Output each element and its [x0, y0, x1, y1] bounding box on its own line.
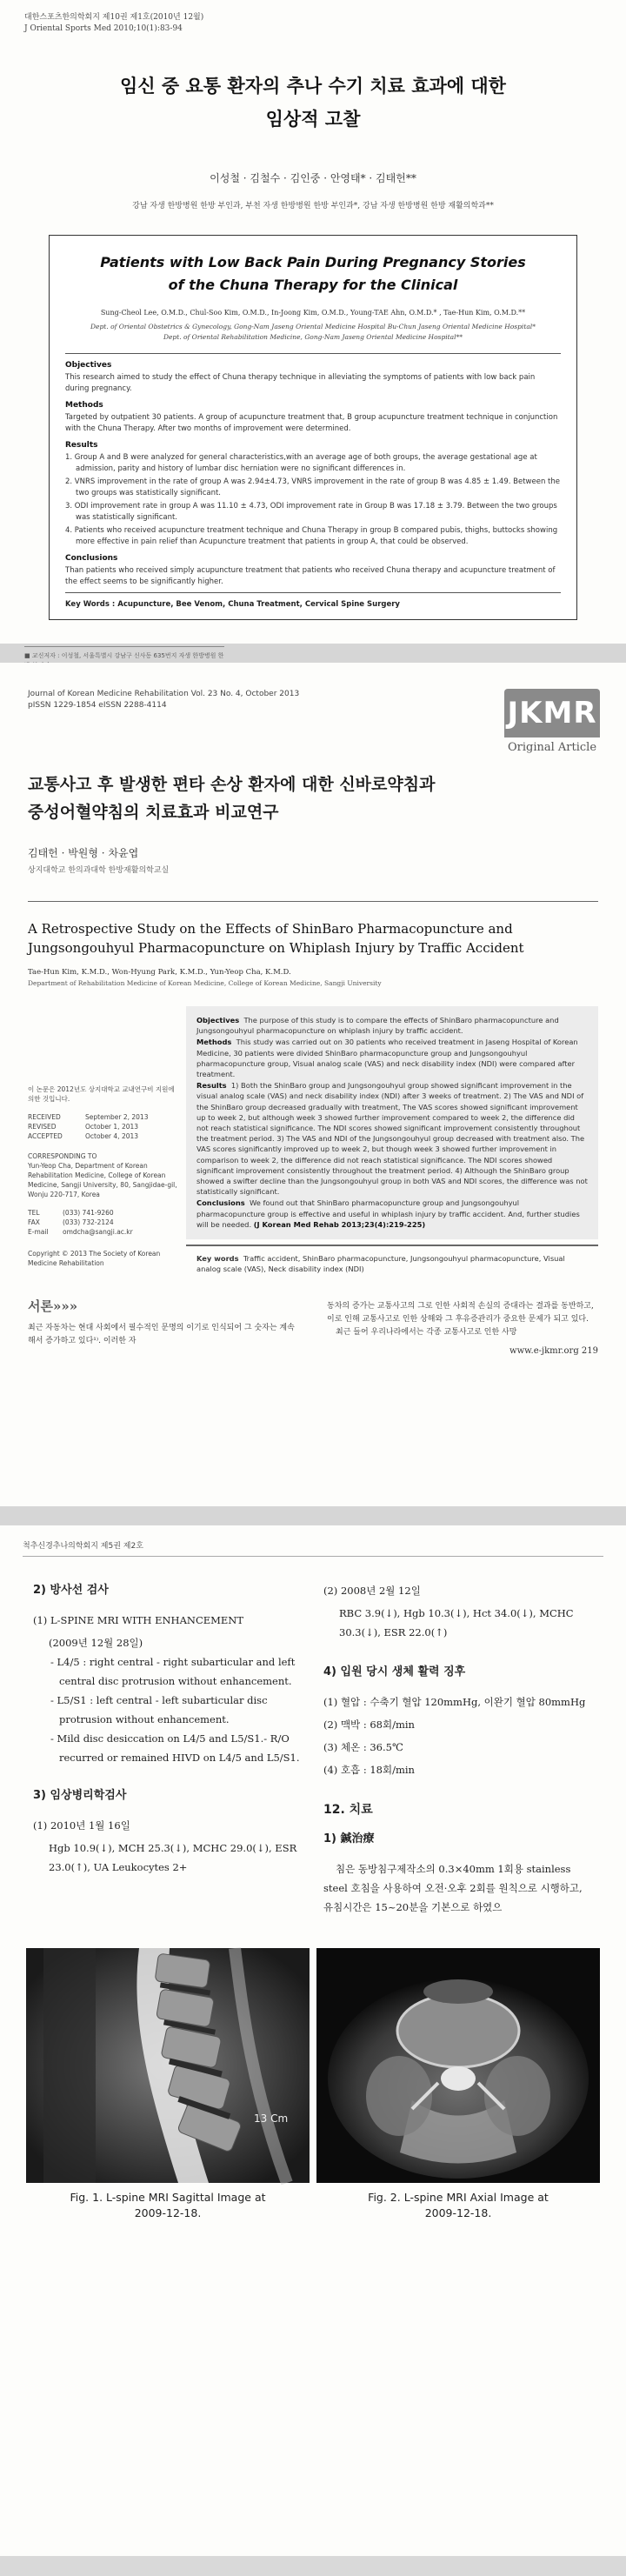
journal-header: 대한스포츠한의학회지 제10권 제1호(2010년 12월) J Oriental Sports Med 2010;10(1):83-94 [24, 13, 204, 33]
page-gap [0, 1506, 626, 1525]
journal-header: Journal of Korean Medicine Rehabilitation Vol. 23 No. 4, October 2013 pISSN 1229-1854 eISSN 2288-4114 [28, 690, 300, 710]
english-affiliation: Department of Rehabilitation Medicine of Korean Medicine, College of Korean Medicine, Sangji University [28, 979, 382, 987]
page-2 [0, 663, 626, 1506]
results-heading: Results [65, 441, 98, 450]
article-info-sidebar [28, 1006, 183, 1281]
korean-affiliation: 강남 자생 한방병원 한방 부인과, 부천 자생 한방병원 한방 부인과*, 강남 자생 한방병원 한방 재활의학과** [132, 202, 494, 210]
intro-section [28, 1300, 598, 1358]
intro-heading: 서론»»» [28, 1298, 78, 1315]
section-heading: 12. 치료 [323, 1803, 373, 1817]
vital-sign: (3) 체온 : 36.5℃ [323, 1741, 403, 1753]
jkmr-logo [504, 689, 600, 754]
methods-heading: Methods [65, 401, 103, 410]
result-item: 3. ODI improvement rate in group A was 11.10 ± 4.73, ODI improvement rate in Group B was 17.18 ± 3.79. Between the two groups was statistically significant. [65, 502, 557, 522]
section-heading: 4) 입원 당시 생체 활력 징후 [323, 1665, 466, 1678]
left-column [23, 1581, 313, 1917]
citation: (J Korean Med Rehab 2013;23(4):219-225) [253, 1219, 426, 1229]
conclusions-heading: Conclusions [196, 1198, 245, 1208]
footnote: ■ 교신저자 : 이성철, 서울특별시 강남구 신사동 635번지 자생 한방병원 한 [24, 646, 224, 680]
figure-1 [26, 1948, 310, 2221]
two-column-body [23, 1581, 603, 1917]
korean-title: 교통사고 후 발생한 편타 손상 환자에 대한 신바로약침과 중성어혈약침의 치료효과 비교연구 [28, 775, 436, 822]
objectives-heading: Objectives [196, 1016, 240, 1024]
abstract-box [186, 1006, 598, 1239]
abstract-box [49, 235, 577, 620]
objectives-heading: Objectives [65, 361, 112, 370]
mri-finding: - L4/5 : right central - right subarticular and left central disc protrusion without enhancement. [50, 1656, 296, 1687]
section-heading: 2) 방사선 검사 [33, 1584, 109, 1597]
contact-info: TEL (033) 741-9260 FAX (033) 732-2124 E-mail omdcha@sangji.ac.kr [28, 1209, 133, 1236]
subsection-heading: 1) 鍼治療 [323, 1832, 375, 1845]
page-number: www.e-jkmr.org 219 [509, 1346, 598, 1357]
vital-sign: (2) 맥박 : 68회/min [323, 1718, 415, 1731]
figures [23, 1948, 603, 2221]
lab-values: RBC 3.9(↓), Hgb 10.3(↓), Hct 34.0(↓), MCHC 30.3(↓), ESR 22.0(↑) [339, 1607, 574, 1638]
korean-title: 임신 중 요통 환자의 추나 수기 치료 효과에 대한 임상적 고찰 [120, 75, 506, 130]
intro-right-column: 동차의 증가는 교통사고의 그로 인한 사회적 손실의 증대라는 결과를 동반하고, 이로 인해 교통사고로 인한 상해와 그 후유증관리가 중요한 문제가 되고 있다. 최근 들어 우리나라에서는 각종 교통사고로 인한 사망 www.e-jkmr.org 219 [327, 1302, 598, 1357]
result-item: 2. VNRS improvement in the rate of group A was 2.94±4.73, VNRS improvement in the rate of group B was 4.85 ± 1.49. Between the two groups was statistically significant. [65, 477, 560, 497]
intro-left-column [28, 1300, 313, 1358]
methods-heading: Methods [196, 1038, 232, 1047]
korean-affiliation: 상지대학교 한의과대학 한방재활의학교실 [28, 866, 170, 875]
korean-authors: 김태헌 · 박원형 · 차윤엽 [28, 847, 139, 859]
mri-date: (2009년 12월 28일) [49, 1637, 143, 1649]
logo-mark: JKMR [504, 689, 600, 737]
right-column [313, 1581, 603, 1917]
vital-sign: (4) 호흡 : 18회/min [323, 1764, 415, 1776]
page-3 [0, 1525, 626, 2556]
grant-note: 이 논문은 2012년도 상지대학교 교내연구비 지원에 의한 것입니다. [28, 1085, 175, 1103]
keywords: Key Words : Acupuncture, Bee Venom, Chuna Treatment, Cervical Spine Surgery [65, 592, 561, 609]
english-title: Patients with Low Back Pain During Pregnancy Stories of the Chuna Therapy for the Clinical [100, 254, 526, 293]
lab-date: (2) 2008년 2월 12일 [323, 1585, 421, 1597]
english-authors: Sung-Cheol Lee, O.M.D., Chul-Soo Kim, O.M.D., In-Joong Kim, O.M.D., Young-TAE Ahn, O.M.D.* , Tae-Hun Kim, O.M.D.** [100, 309, 526, 317]
mri-finding: - L5/S1 : left central - left subarticular disc protrusion without enhancement. [50, 1694, 268, 1725]
conclusions-text: We found out that ShinBaro pharmacopuncture group and Jungsongouhyul pharmacopuncture group is effective and useful in whiplash injury by traffic accident. And, further studies will be needed. [196, 1198, 580, 1229]
mri-title: (1) L-SPINE MRI WITH ENHANCEMENT [33, 1614, 244, 1626]
article-dates: RECEIVED September 2, 2013 REVISED October 1, 2013 ACCEPTED October 4, 2013 [28, 1113, 149, 1140]
english-title: A Retrospective Study on the Effects of ShinBaro Pharmacopuncture and Jungsongouhyul Pharmacopuncture on Whiplash Injury by Traffic Accident [28, 921, 524, 956]
mri-finding: - Mild disc desiccation on L4/5 and L5/S1.- R/O recurred or remained HIVD on L4/5 and L5/S1. [50, 1732, 300, 1764]
abstract-column [183, 1006, 598, 1281]
section-heading: 3) 임상병리학검사 [33, 1789, 127, 1802]
corresponding-author: CORRESPONDING TO Yun-Yeop Cha, Department of Korean Rehabilitation Medicine, College of Korean Medicine, Sangji University, 80, Sangjidae-gil, Wonju 220-717, Korea [28, 1152, 177, 1198]
methods-text: This study was carried out on 30 patients who received treatment in Jaseng Hospital of Korean Medicine, 30 patients were divided ShinBaro pharmacopuncture group and Jungsongouhyul pharmacopuncture group, Visual analog scale (VAS) and neck disability index (NDI) were compared after treatment. [196, 1038, 578, 1079]
english-affiliation: Dept. of Oriental Obstetrics & Gynecology, Gong-Nam Jaseng Oriental Medicine Hospital Bu-Chun Jaseng Oriental Medicine Hospital* Dept. of Oriental Rehabilitation Medicine, Gong-Nam Jaseng Oriental Medicine Hospital** [90, 323, 536, 341]
lab-date: (1) 2010년 1월 16일 [33, 1819, 130, 1832]
keywords: Key words Traffic accident, ShinBaro pharmacopuncture, Jungsongouhyul pharmacopuncture, Visual analog scale (VAS), Neck disability index (NDI) [186, 1245, 598, 1281]
results-heading: Results [196, 1081, 227, 1091]
objectives-text: The purpose of this study is to compare the effects of ShinBaro pharmacopuncture and Jungsongouhyul pharmacopuncture on whiplash injury by traffic accident. [196, 1016, 559, 1036]
scale-label: 13 Cm [254, 2112, 289, 2125]
article-body [28, 1006, 598, 1281]
journal-header: 척추신경추나의학회지 제5권 제2호 [23, 1539, 603, 1557]
article-type: Original Article [507, 741, 597, 754]
figure-caption: Fig. 2. L-spine MRI Axial Image at 2009-12-18. [368, 2191, 549, 2219]
conclusions-text: Than patients who received simply acupuncture treatment that patients who received Chuna therapy and acupuncture treatment of the effect seems to be significantly higher. [65, 566, 556, 586]
methods-text: Targeted by outpatient 30 patients. A group of acupuncture treatment that, B group acupuncture treatment technique in conjunction with the Chuna Therapy. After two months of improvement were determined. [65, 413, 558, 433]
copyright: Copyright © 2013 The Society of Korean Medicine Rehabilitation [28, 1250, 161, 1267]
korean-authors: 이성철 · 김철수 · 김인중 · 안영태* · 김태헌** [210, 172, 416, 184]
figure-caption: Fig. 1. L-spine MRI Sagittal Image at 2009-12-18. [70, 2191, 266, 2219]
mri-sagittal-image [26, 1948, 310, 2183]
page-1 [0, 0, 626, 659]
lab-values: Hgb 10.9(↓), MCH 25.3(↓), MCHC 29.0(↓), ESR 23.0(↑), UA Leukocytes 2+ [49, 1842, 297, 1873]
divider [65, 353, 561, 354]
vital-sign: (1) 혈압 : 수축기 혈압 120mmHg, 이완기 혈압 80mmHg [323, 1696, 586, 1708]
results-text: 1) Both the ShinBaro group and Jungsongouhyul group showed significant improvement in the visual analog scale (VAS) and neck disability index (NDI) after 3 weeks of treatment. 2) The VAS and NDI of the ShinBaro group decreased gradually with treatment, The VAS scores showed significant improvement up to week 2, but although week 3 showed further improvement compared to week 2, the difference did not reach statistical significance. The NDI scores showed significant improvement consistently throughout the treatment period. 3) The VAS and NDI of the Jungsongouhyul group decreased with treatment also. The VAS scores significantly improved up to week 2, but though week 3 showed further improvement in comparison to week 2, the difference did not reach statistical significance. The NDI scores showed significant improvement consistently throughout the treatment period. 4) Although the ShinBaro group showed a swifter decline than the Jungsongouhyul group in both VAS and NDI scores, the difference was not statistically significant. [196, 1081, 588, 1197]
figure-2 [316, 1948, 600, 2221]
english-authors: Tae-Hun Kim, K.M.D., Won-Hyung Park, K.M.D., Yun-Yeop Cha, K.M.D. [28, 968, 291, 977]
result-item: 4. Patients who received acupuncture treatment technique and Chuna Therapy in group B compared pubis, thighs, buttocks showing more effective in pain relief than Acupuncture treatment that patients in group A, that could be observed. [65, 526, 558, 546]
conclusions-heading: Conclusions [65, 554, 118, 563]
treatment-text: 침은 동방침구제작소의 0.3×40mm 1회용 stainless steel 호침을 사용하여 오전·오후 2회를 원칙으로 시행하고, 유침시간은 15~20분을 기본으로 하였으 [323, 1863, 583, 1913]
intro-text: 최근 자동차는 현대 사회에서 필수적인 문명의 이기로 인식되어 그 숫자는 계속해서 증가하고 있다¹⁾. 이러한 자 [28, 1324, 295, 1346]
objectives-text: This research aimed to study the effect of Chuna therapy technique in alleviating the symptoms of patients with low back pain during pregnancy. [65, 373, 536, 393]
divider [28, 901, 598, 902]
result-item: 1. Group A and B were analyzed for general characteristics,with an average age of both groups, the average gestational age at admission, parity and history of lumbar disc herniation were no significant differences in. [65, 453, 537, 473]
mri-axial-image [316, 1948, 600, 2183]
